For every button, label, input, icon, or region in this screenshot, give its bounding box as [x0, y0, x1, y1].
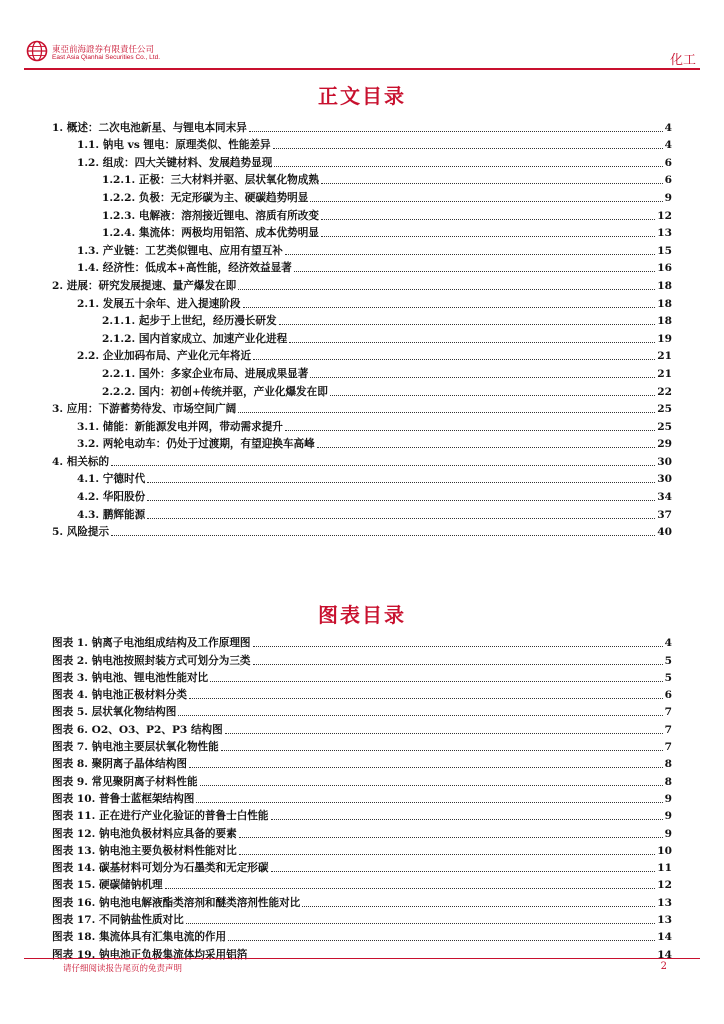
dot-leader — [147, 518, 655, 519]
figure-entry[interactable] — [52, 719, 672, 736]
dot-leader — [253, 646, 663, 647]
figure-entry-text: 图表 2. 钠电池按照封装方式可划分为三类 — [52, 654, 251, 667]
figure-entry-page: 10 — [657, 844, 672, 857]
dot-leader — [147, 500, 655, 501]
toc-entry-text: 1.2.1. 正极：三大材料并驱、层状氧化物成熟 — [102, 174, 319, 187]
toc-entry-text: 2.2. 企业加码布局、产业化元年将近 — [77, 350, 252, 363]
figure-entry-text: 图表 11. 正在进行产业化验证的普鲁士白性能 — [52, 810, 269, 823]
dot-leader — [321, 236, 655, 237]
toc-entry-text: 1.2. 组成：四大关键材料、发展趋势显现 — [77, 156, 273, 169]
toc-entry-page: 4 — [664, 139, 672, 152]
toc-entry[interactable] — [52, 328, 672, 346]
toc-entry-page: 16 — [657, 262, 672, 275]
toc-entry-text: 4.1. 宁德时代 — [77, 473, 146, 486]
toc-entry-page: 40 — [657, 526, 672, 539]
figure-entry[interactable] — [52, 685, 672, 702]
toc-entry-text: 2.1. 发展五十余年、进入提速阶段 — [77, 297, 241, 310]
figure-entry[interactable] — [52, 633, 672, 650]
figure-entry-page: 14 — [657, 931, 672, 944]
toc-entry[interactable] — [52, 152, 672, 170]
toc-entry-page: 4 — [664, 121, 672, 134]
toc-entry[interactable] — [52, 522, 672, 540]
figure-entry-page: 11 — [657, 862, 672, 875]
figure-entry-text: 图表 9. 常见聚阴离子材料性能 — [52, 775, 198, 788]
figure-entry[interactable] — [52, 771, 672, 788]
figure-entry[interactable] — [52, 927, 672, 944]
toc-entry[interactable] — [52, 117, 672, 135]
figure-entry[interactable] — [52, 789, 672, 806]
footer-divider — [24, 958, 700, 959]
toc-list — [52, 117, 672, 539]
figure-entry[interactable] — [52, 944, 672, 961]
dot-leader — [310, 201, 662, 202]
figure-entry[interactable] — [52, 806, 672, 823]
toc-entry-page: 25 — [657, 420, 672, 433]
toc-entry-page: 29 — [657, 438, 672, 451]
figure-entry-text: 图表 4. 钠电池正极材料分类 — [52, 689, 187, 702]
figure-entry[interactable] — [52, 910, 672, 927]
figure-entry-page: 5 — [664, 671, 672, 684]
figure-entry-text: 图表 17. 不同钠盐性质对比 — [52, 914, 184, 927]
toc-entry-text: 5. 风险提示 — [52, 526, 110, 539]
toc-entry-text: 1.2.4. 集流体：两极均用铝箔、成本优势明显 — [102, 227, 319, 240]
toc-entry-page: 25 — [657, 403, 672, 416]
figure-entry-text: 图表 18. 集流体具有汇集电流的作用 — [52, 931, 227, 944]
dot-leader — [285, 254, 655, 255]
toc-entry-text: 1.1. 钠电 vs 锂电：原理类似、性能差异 — [77, 139, 271, 152]
figure-entry[interactable] — [52, 754, 672, 771]
figure-entry[interactable] — [52, 892, 672, 909]
dot-leader — [178, 715, 662, 716]
toc-entry-page: 18 — [657, 297, 672, 310]
figure-entry[interactable] — [52, 650, 672, 667]
figure-entry[interactable] — [52, 737, 672, 754]
dot-leader — [271, 819, 663, 820]
toc-entry[interactable] — [52, 223, 672, 241]
dot-leader — [189, 698, 663, 699]
toc-entry[interactable] — [52, 381, 672, 399]
dot-leader — [239, 854, 656, 855]
toc-entry-text: 3.2. 两轮电动车：仍处于过渡期，有望迎换车高峰 — [77, 438, 315, 451]
toc-entry-page: 6 — [664, 174, 672, 187]
figure-entry-text: 图表 1. 钠离子电池组成结构及工作原理图 — [52, 637, 251, 650]
figure-entry-page: 4 — [664, 637, 672, 650]
figure-entry-page: 14 — [657, 948, 672, 961]
toc-entry-text: 1.2.2. 负极：无定形碳为主、硬碳趋势明显 — [102, 191, 309, 204]
toc-title: 正文目录 — [318, 84, 406, 108]
dot-leader — [249, 131, 663, 132]
dot-leader — [200, 785, 663, 786]
dot-leader — [147, 482, 655, 483]
toc-entry[interactable] — [52, 187, 672, 205]
dot-leader — [196, 802, 662, 803]
dot-leader — [189, 767, 663, 768]
figure-entry-text: 图表 12. 钠电池负极材料应具备的要素 — [52, 827, 237, 840]
dot-leader — [111, 535, 655, 536]
dot-leader — [225, 733, 663, 734]
figure-entry-text: 图表 14. 碳基材料可划分为石墨类和无定形碳 — [52, 862, 269, 875]
dot-leader — [279, 324, 656, 325]
toc-entry[interactable] — [52, 451, 672, 469]
figure-entry-text: 图表 19. 钠电池正负极集流体均采用铝箔 — [52, 948, 248, 961]
toc-entry-text: 4.2. 华阳股份 — [77, 491, 146, 504]
toc-entry-page: 21 — [657, 367, 672, 380]
dot-leader — [285, 430, 655, 431]
dot-leader — [317, 447, 656, 448]
sector-label: 化工 — [669, 53, 696, 68]
toc-entry[interactable] — [52, 275, 672, 293]
dot-leader — [302, 906, 655, 907]
dot-leader — [274, 166, 662, 167]
dot-leader — [221, 750, 663, 751]
toc-entry-page: 30 — [657, 473, 672, 486]
figure-entry-page: 9 — [664, 792, 672, 805]
toc-entry-page: 9 — [664, 191, 672, 204]
report-header — [0, 0, 724, 74]
figure-entry-page: 12 — [657, 879, 672, 892]
toc-entry-text: 1.3. 产业链：工艺类似锂电、应用有望互补 — [77, 244, 283, 257]
figure-entry[interactable] — [52, 875, 672, 892]
toc-entry-page: 30 — [657, 455, 672, 468]
dot-leader — [321, 219, 655, 220]
dot-leader — [273, 148, 663, 149]
toc-entry-page: 37 — [657, 508, 672, 521]
figure-entry-text: 图表 16. 钠电池电解液酯类溶剂和醚类溶剂性能对比 — [52, 896, 301, 909]
figure-list-title: 图表目录 — [318, 603, 406, 627]
toc-entry-text: 2.2.2. 国内：初创+传统并驱，产业化爆发在即 — [102, 385, 328, 398]
dot-leader — [238, 289, 655, 290]
toc-entry-page: 19 — [657, 332, 672, 345]
page-number: 2 — [660, 961, 667, 972]
toc-entry[interactable] — [52, 363, 672, 381]
figure-entry-page: 13 — [657, 914, 672, 927]
toc-entry[interactable] — [52, 293, 672, 311]
disclaimer-text: 请仔细阅读报告尾页的免责声明 — [63, 964, 183, 974]
dot-leader — [239, 837, 663, 838]
figure-entry-text: 图表 13. 钠电池主要负极材料性能对比 — [52, 844, 237, 857]
figure-entry[interactable] — [52, 841, 672, 858]
toc-entry[interactable] — [52, 170, 672, 188]
dot-leader — [330, 395, 655, 396]
figure-entry[interactable] — [52, 858, 672, 875]
toc-entry-text: 3.1. 储能：新能源发电并网，带动需求提升 — [77, 420, 283, 433]
company-name-cn: 東亞前海證券有限責任公司 — [52, 45, 155, 55]
figure-entry-page: 8 — [664, 758, 672, 771]
figure-entry[interactable] — [52, 702, 672, 719]
figure-entry-page: 9 — [664, 810, 672, 823]
toc-entry[interactable] — [52, 258, 672, 276]
dot-leader — [210, 681, 662, 682]
toc-entry[interactable] — [52, 399, 672, 417]
toc-entry[interactable] — [52, 469, 672, 487]
figure-entry-page: 8 — [664, 775, 672, 788]
toc-entry-page: 15 — [657, 244, 672, 257]
toc-entry-page: 34 — [657, 491, 672, 504]
toc-entry[interactable] — [52, 504, 672, 522]
toc-entry-page: 22 — [657, 385, 672, 398]
figure-list — [52, 633, 672, 962]
toc-entry-text: 4.3. 鹏辉能源 — [77, 508, 146, 521]
toc-entry[interactable] — [52, 434, 672, 452]
figure-entry-text: 图表 15. 硬碳储钠机理 — [52, 879, 163, 892]
dot-leader — [243, 307, 656, 308]
toc-entry-page: 12 — [657, 209, 672, 222]
dot-leader — [271, 871, 656, 872]
figure-entry-text: 图表 5. 层状氧化物结构图 — [52, 706, 177, 719]
header-divider — [24, 68, 700, 70]
dot-leader — [253, 359, 655, 360]
toc-entry-text: 2.1.2. 国内首家成立、加速产业化进程 — [102, 332, 288, 345]
toc-entry[interactable] — [52, 346, 672, 364]
toc-entry[interactable] — [52, 205, 672, 223]
figure-entry[interactable] — [52, 668, 672, 685]
figure-entry-text: 图表 10. 普鲁士蓝框架结构图 — [52, 792, 195, 805]
toc-entry-text: 1.4. 经济性：低成本+高性能，经济效益显著 — [77, 262, 292, 275]
toc-entry-text: 4. 相关标的 — [52, 455, 110, 468]
dot-leader — [289, 342, 655, 343]
figure-entry-page: 7 — [664, 741, 672, 754]
dot-leader — [228, 940, 655, 941]
figure-entry-page: 7 — [664, 723, 672, 736]
toc-entry-text: 2.2.1. 国外：多家企业布局、进展成果显著 — [102, 367, 309, 380]
toc-entry[interactable] — [52, 135, 672, 153]
figure-entry-page: 13 — [657, 896, 672, 909]
figure-entry-text: 图表 6. O2、O3、P2、P3 结构图 — [52, 723, 223, 736]
toc-entry[interactable] — [52, 416, 672, 434]
toc-entry-text: 2.1.1. 起步于上世纪，经历漫长研发 — [102, 315, 277, 328]
dot-leader — [253, 664, 663, 665]
toc-entry-text: 1.2.3. 电解液：溶剂接近锂电、溶质有所改变 — [102, 209, 319, 222]
figure-entry-text: 图表 8. 聚阴离子晶体结构图 — [52, 758, 187, 771]
dot-leader — [111, 465, 655, 466]
figure-entry-text: 图表 3. 钠电池、锂电池性能对比 — [52, 671, 209, 684]
figure-entry-page: 6 — [664, 689, 672, 702]
toc-entry-page: 18 — [657, 315, 672, 328]
figure-entry-text: 图表 7. 钠电池主要层状氧化物性能 — [52, 741, 219, 754]
dot-leader — [294, 271, 655, 272]
figure-entry-page: 7 — [664, 706, 672, 719]
toc-entry[interactable] — [52, 240, 672, 258]
toc-entry-text: 2. 进展：研究发展提速、量产爆发在即 — [52, 279, 237, 292]
figure-entry-page: 9 — [664, 827, 672, 840]
toc-entry-page: 18 — [657, 279, 672, 292]
toc-entry[interactable] — [52, 311, 672, 329]
figure-entry[interactable] — [52, 823, 672, 840]
company-name-en: East Asia Qianhai Securities Co., Ltd. — [52, 54, 161, 61]
toc-entry-text: 1. 概述：二次电池新星、与锂电本同末异 — [52, 121, 247, 134]
toc-entry-page: 6 — [664, 156, 672, 169]
figure-entry-page: 5 — [664, 654, 672, 667]
dot-leader — [186, 923, 656, 924]
globe-logo-icon — [26, 40, 48, 62]
dot-leader — [321, 183, 663, 184]
toc-entry-page: 21 — [657, 350, 672, 363]
dot-leader — [165, 888, 656, 889]
dot-leader — [310, 377, 655, 378]
toc-entry-text: 3. 应用：下游蓄势待发、市场空间广阔 — [52, 403, 237, 416]
dot-leader — [238, 412, 655, 413]
toc-entry-page: 13 — [657, 227, 672, 240]
toc-entry[interactable] — [52, 486, 672, 504]
